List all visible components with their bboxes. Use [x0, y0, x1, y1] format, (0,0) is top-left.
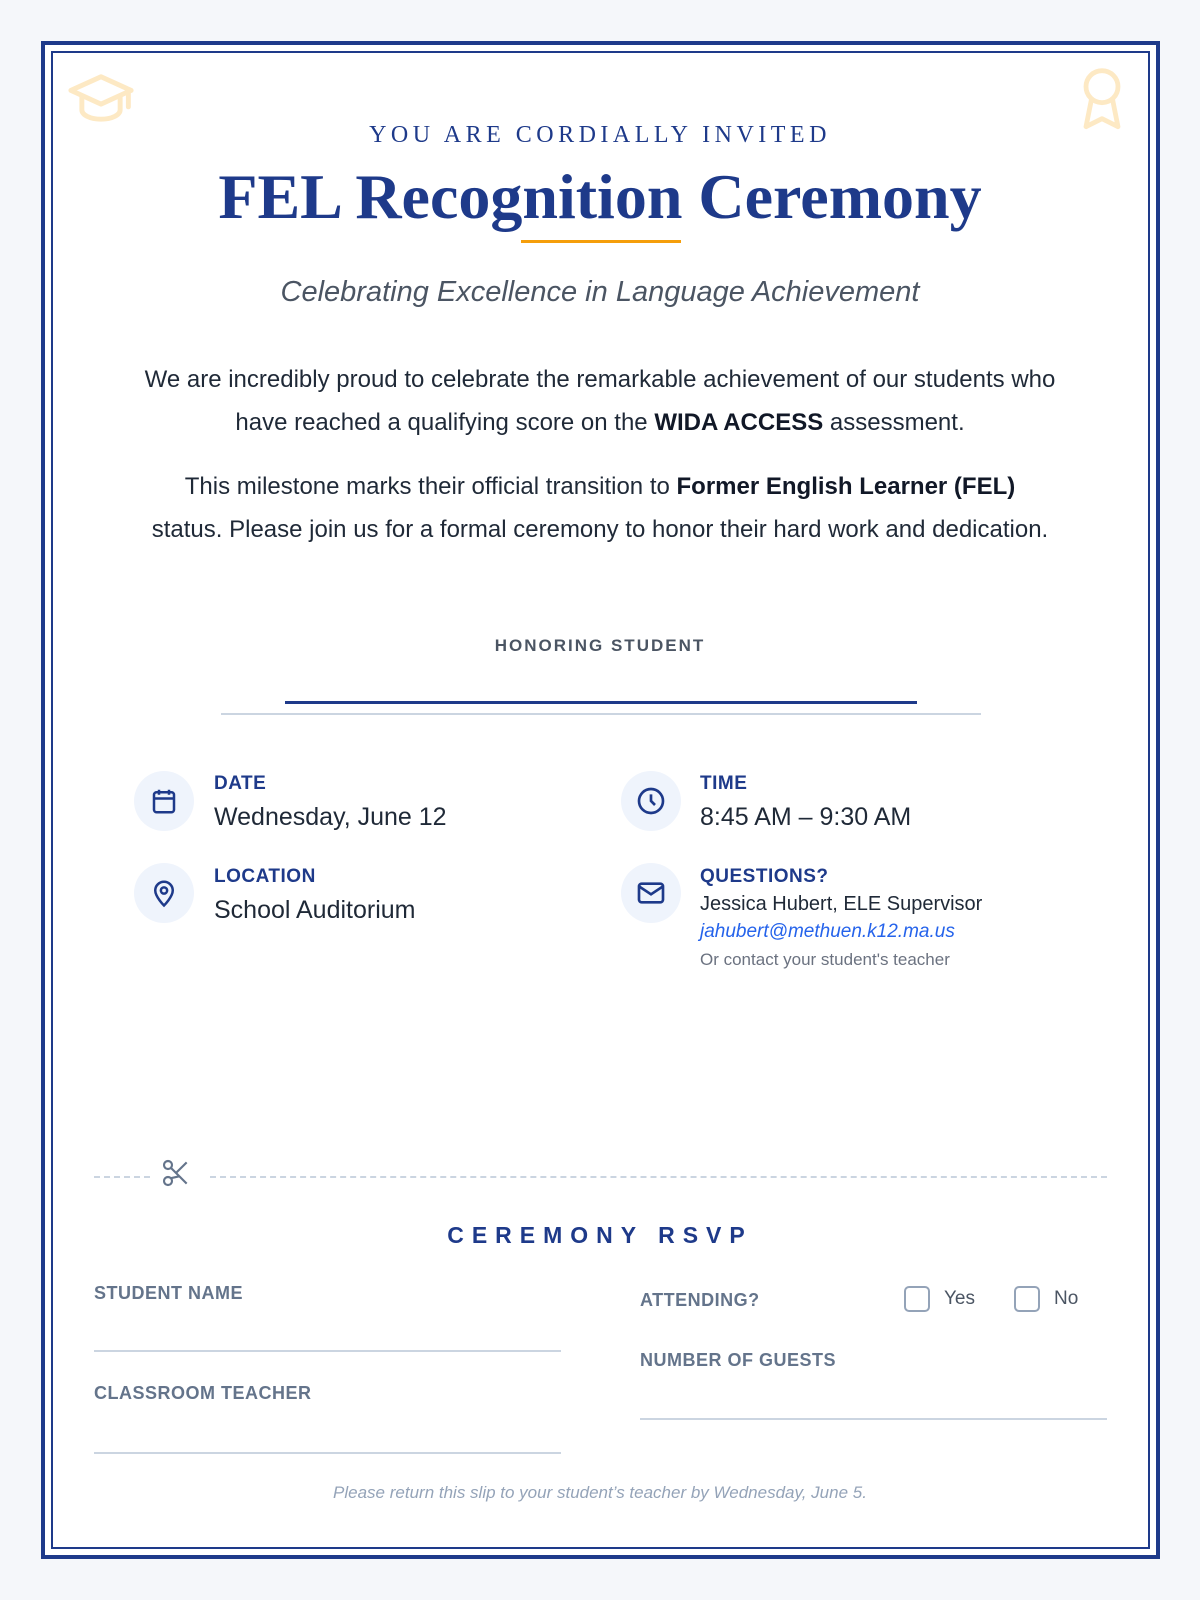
- milestone-paragraph: This milestone marks their official transition to Former English Learner (FEL) status. Please join us for a formal ceremony to honor their hard work and dedication.: [151, 473, 1049, 543]
- rsvp-title: CEREMONY RSVP: [447, 1222, 753, 1248]
- yes-label: Yes: [944, 1288, 975, 1309]
- student-name-blank: [285, 674, 917, 704]
- graduation-cap-icon: [68, 74, 134, 126]
- guests-label: NUMBER OF GUESTS: [640, 1350, 837, 1370]
- intro-paragraph: We are incredibly proud to celebrate the remarkable achievement of our students who have reached a qualifying score on the WIDA ACCESS assessment.: [144, 366, 1056, 436]
- attending-no-checkbox[interactable]: [1014, 1286, 1040, 1312]
- return-note: Please return this slip to your student’s teacher by Wednesday, June 5.: [333, 1483, 867, 1502]
- student-name-label: STUDENT NAME: [94, 1283, 243, 1303]
- calendar-icon: [134, 771, 194, 831]
- location-label: LOCATION: [214, 866, 316, 887]
- page-title: FEL Recognition Ceremony: [218, 161, 982, 232]
- scissors-icon: [160, 1157, 192, 1189]
- contact-email-link[interactable]: jahubert@methuen.k12.ma.us: [700, 921, 955, 942]
- no-label: No: [1054, 1288, 1079, 1309]
- classroom-teacher-label: CLASSROOM TEACHER: [94, 1383, 312, 1403]
- classroom-teacher-field[interactable]: [94, 1452, 561, 1454]
- date-label: DATE: [214, 773, 267, 794]
- contact-note: Or contact your student's teacher: [700, 950, 950, 969]
- cut-line: [210, 1176, 1107, 1178]
- divider: [221, 713, 981, 715]
- location-value: School Auditorium: [214, 896, 416, 924]
- guests-field[interactable]: [640, 1418, 1107, 1420]
- invitation-eyebrow: YOU ARE CORDIALLY INVITED: [369, 122, 831, 148]
- attending-yes-checkbox[interactable]: [904, 1286, 930, 1312]
- clock-icon: [621, 771, 681, 831]
- date-value: Wednesday, June 12: [214, 803, 447, 831]
- invitation-frame: [41, 41, 1160, 1559]
- time-label: TIME: [700, 773, 748, 794]
- time-value: 8:45 AM – 9:30 AM: [700, 803, 912, 831]
- subtitle: Celebrating Excellence in Language Achievement: [280, 276, 920, 308]
- student-name-field[interactable]: [94, 1350, 561, 1352]
- questions-label: QUESTIONS?: [700, 866, 829, 887]
- cut-line: [94, 1176, 150, 1178]
- contact-name: Jessica Hubert, ELE Supervisor: [700, 893, 983, 915]
- mail-icon: [621, 863, 681, 923]
- map-pin-icon: [134, 863, 194, 923]
- attending-label: ATTENDING?: [640, 1290, 760, 1310]
- honoring-student-label: HONORING STUDENT: [494, 636, 706, 655]
- title-underline: [521, 240, 681, 243]
